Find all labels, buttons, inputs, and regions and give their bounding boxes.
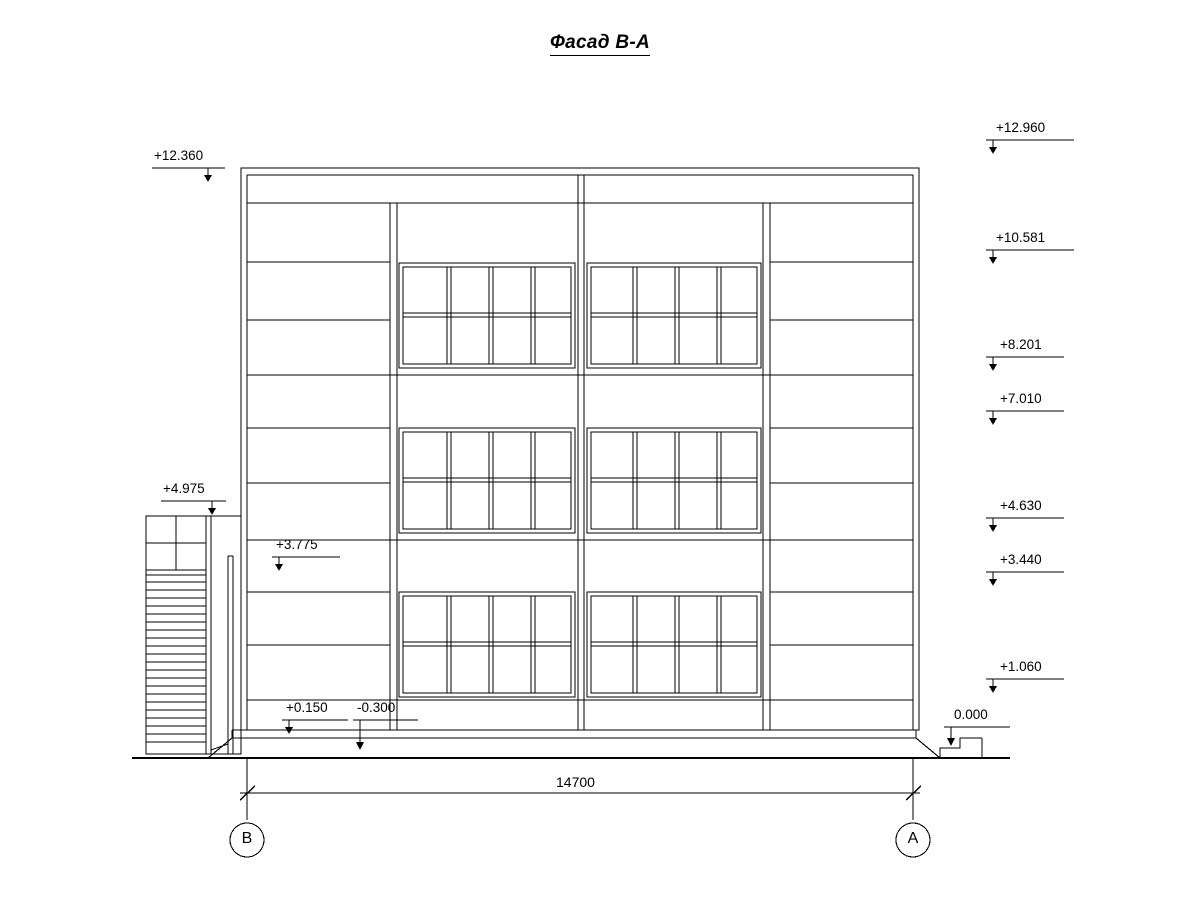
- facade-band-lines: [247, 203, 913, 700]
- axis-bubbles: [230, 823, 930, 857]
- level-label-10581: +10.581: [996, 230, 1046, 245]
- level-marker-0000: [944, 727, 1010, 746]
- axis-label-right: А: [907, 830, 919, 847]
- level-label-0000: 0.000: [954, 707, 988, 722]
- level-marker-3440: [986, 572, 1064, 586]
- left-annex: [146, 516, 241, 754]
- base-plinth: [208, 730, 940, 758]
- level-marker-4630: [986, 518, 1064, 532]
- level-marker-7010: [986, 411, 1064, 425]
- level-marker-8201: [986, 357, 1064, 371]
- level-label-8201: +8.201: [1000, 337, 1042, 352]
- level-marker-1060: [986, 679, 1064, 693]
- level-label-0150: +0.150: [286, 700, 328, 715]
- right-steps: [940, 738, 982, 758]
- level-marker-10581: [986, 250, 1074, 264]
- level-marker-12960: [986, 140, 1074, 154]
- window-band-top: [399, 263, 761, 368]
- window-band-bottom: [399, 592, 761, 697]
- level-marker-12360: [152, 168, 225, 182]
- overall-dimension-label: 14700: [556, 774, 595, 790]
- stair-hatching: [146, 582, 206, 742]
- level-label-12960: +12.960: [996, 120, 1046, 135]
- level-marker-0150: [282, 720, 348, 734]
- level-label-1060: +1.060: [1000, 659, 1042, 674]
- level-label-minus0300: -0.300: [357, 700, 396, 715]
- level-markers-left: [152, 168, 418, 750]
- level-label-4975: +4.975: [163, 481, 205, 496]
- level-label-3775: +3.775: [276, 537, 318, 552]
- drawing-title-text: Фасад В-А: [550, 32, 650, 56]
- level-marker-3775: [272, 557, 340, 571]
- level-label-7010: +7.010: [1000, 391, 1042, 406]
- axis-label-left: В: [241, 830, 253, 847]
- level-marker-4975: [161, 501, 226, 515]
- building-outline: [241, 168, 919, 730]
- level-label-4630: +4.630: [1000, 498, 1042, 513]
- level-marker-minus0300: [353, 720, 418, 750]
- level-label-3440: +3.440: [1000, 552, 1042, 567]
- window-band-middle: [399, 428, 761, 533]
- level-label-12360: +12.360: [154, 148, 204, 163]
